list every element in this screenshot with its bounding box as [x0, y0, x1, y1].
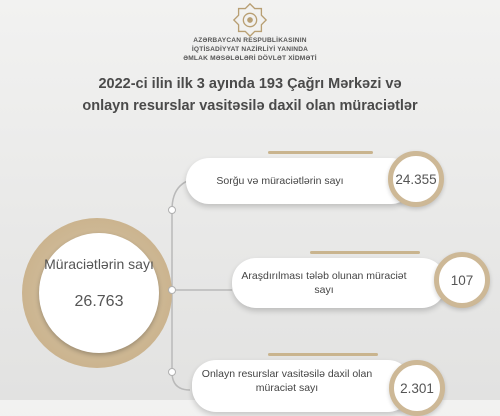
stat-value-circle — [388, 151, 444, 207]
stat-label: Sorğu və müraciətlərin sayı — [216, 175, 344, 187]
stat-label: Onlayn resurslar vasitəsilə daxil olan müraciət sayı — [201, 368, 373, 394]
stat-card-requests — [186, 158, 414, 204]
total-label: Müraciətlərin sayı — [44, 256, 154, 272]
total-circle — [39, 233, 159, 353]
connector-dot — [168, 368, 176, 376]
connector-dot — [168, 206, 176, 214]
stat-value: 24.355 — [395, 171, 437, 187]
total-value: 26.763 — [74, 293, 124, 310]
title-line-2: onlayn resurslar vasitəsilə daxil olan müraciətlər — [82, 98, 418, 114]
stat-card-investigation — [232, 258, 446, 308]
card-accent — [268, 353, 378, 356]
org-line-2: İQTİSADİYYAT NAZİRLİYİ YANINDA — [191, 46, 309, 53]
card-accent — [268, 151, 373, 154]
connector-dot — [168, 286, 176, 294]
card-accent — [310, 251, 420, 254]
stat-label: Araşdırılması tələb olunan müraciət sayı — [241, 270, 407, 296]
title-line-1: 2022-ci ilin ilk 3 ayında 193 Çağrı Mərkəzi və — [98, 76, 402, 92]
stat-value-circle — [389, 360, 445, 416]
org-line-1: AZƏRBAYCAN RESPUBLİKASININ — [193, 37, 307, 44]
stat-value: 2.301 — [400, 380, 434, 396]
stat-card-online — [192, 360, 412, 412]
stat-value: 107 — [450, 272, 474, 288]
org-line-3: ƏMLAK MƏSƏLƏLƏRİ DÖVLƏT XİDMƏTİ — [183, 55, 317, 62]
stat-value-circle — [434, 252, 490, 308]
